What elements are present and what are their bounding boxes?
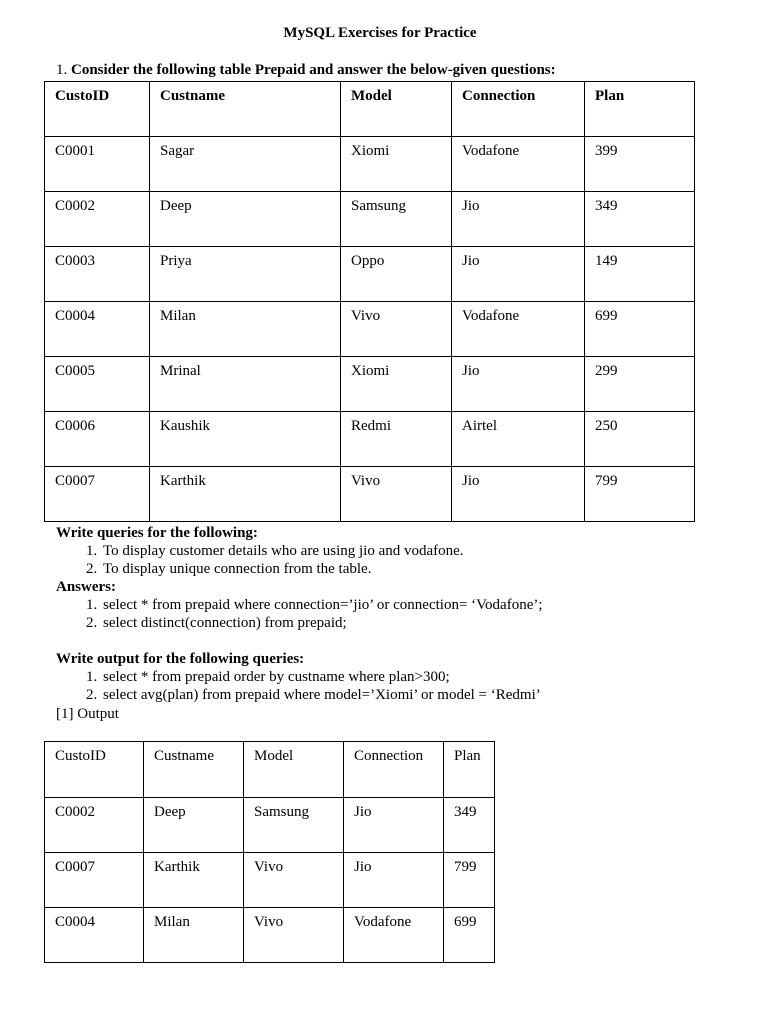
table-cell: C0002 bbox=[45, 192, 150, 247]
column-header: Custname bbox=[150, 82, 341, 137]
table-cell: Vivo bbox=[341, 467, 452, 522]
table-cell: Jio bbox=[344, 798, 444, 853]
table-cell: C0002 bbox=[45, 798, 144, 853]
table-cell: 299 bbox=[585, 357, 695, 412]
table-cell: Milan bbox=[150, 302, 341, 357]
table-cell: Mrinal bbox=[150, 357, 341, 412]
table-cell: Xiomi bbox=[341, 137, 452, 192]
question-number: 1. bbox=[56, 62, 68, 78]
table-cell: 799 bbox=[585, 467, 695, 522]
prepaid-table bbox=[44, 81, 695, 522]
list-item: 1. To display customer details who are using jio and vodafone. bbox=[101, 542, 543, 560]
table-row bbox=[45, 908, 495, 963]
table-cell: Jio bbox=[452, 192, 585, 247]
table-cell: Deep bbox=[150, 192, 341, 247]
table-cell: Milan bbox=[144, 908, 244, 963]
table-row bbox=[45, 853, 495, 908]
table-cell: Karthik bbox=[150, 467, 341, 522]
table-cell: C0004 bbox=[45, 302, 150, 357]
table-cell: Samsung bbox=[244, 798, 344, 853]
table-cell: Vivo bbox=[244, 853, 344, 908]
answers-list bbox=[56, 596, 543, 632]
table-cell: Airtel bbox=[452, 412, 585, 467]
table-cell: Kaushik bbox=[150, 412, 341, 467]
table-cell: Jio bbox=[452, 357, 585, 412]
table-header-row bbox=[45, 742, 495, 798]
page-title: MySQL Exercises for Practice bbox=[283, 25, 477, 41]
table-cell: 349 bbox=[444, 798, 495, 853]
table-cell: Vodafone bbox=[452, 137, 585, 192]
output-heading: Write output for the following queries: bbox=[56, 651, 305, 667]
table-cell: 799 bbox=[444, 853, 495, 908]
table-header-row bbox=[45, 82, 695, 137]
table-cell: Jio bbox=[344, 853, 444, 908]
column-header: Connection bbox=[452, 82, 585, 137]
table-cell: Redmi bbox=[341, 412, 452, 467]
question-text: Consider the following table Prepaid and answer the below-given questions: bbox=[71, 62, 556, 78]
list-item: 1. select * from prepaid where connection=’jio’ or connection= ‘Vodafone’; bbox=[101, 596, 543, 614]
table-cell: C0006 bbox=[45, 412, 150, 467]
queries-heading: Write queries for the following: bbox=[56, 525, 258, 541]
table-cell: 250 bbox=[585, 412, 695, 467]
table-cell: C0003 bbox=[45, 247, 150, 302]
table-cell: Vodafone bbox=[344, 908, 444, 963]
table-cell: 349 bbox=[585, 192, 695, 247]
table-cell: Sagar bbox=[150, 137, 341, 192]
column-header: Custname bbox=[144, 742, 244, 798]
column-header: Connection bbox=[344, 742, 444, 798]
table-row bbox=[45, 798, 495, 853]
answers-heading: Answers: bbox=[56, 579, 116, 595]
table-cell: Priya bbox=[150, 247, 341, 302]
question-1 bbox=[56, 62, 556, 79]
table-cell: Samsung bbox=[341, 192, 452, 247]
table-row bbox=[45, 357, 695, 412]
queries-section bbox=[56, 524, 543, 704]
table-cell: Oppo bbox=[341, 247, 452, 302]
table-cell: 399 bbox=[585, 137, 695, 192]
table-row bbox=[45, 247, 695, 302]
column-header: CustoID bbox=[45, 742, 144, 798]
output-label: [1] Output bbox=[56, 706, 119, 722]
table-row bbox=[45, 192, 695, 247]
table-cell: C0005 bbox=[45, 357, 150, 412]
table-cell: 699 bbox=[585, 302, 695, 357]
table-cell: 149 bbox=[585, 247, 695, 302]
list-item: 2. To display unique connection from the table. bbox=[101, 560, 543, 578]
list-item: 2. select distinct(connection) from prepaid; bbox=[101, 614, 543, 632]
table-row bbox=[45, 467, 695, 522]
table-cell: Vodafone bbox=[452, 302, 585, 357]
table-cell: Vivo bbox=[341, 302, 452, 357]
column-header: Plan bbox=[444, 742, 495, 798]
queries-list bbox=[56, 542, 543, 578]
column-header: CustoID bbox=[45, 82, 150, 137]
output-table bbox=[44, 741, 495, 963]
table-cell: C0001 bbox=[45, 137, 150, 192]
table-row bbox=[45, 412, 695, 467]
table-cell: Jio bbox=[452, 247, 585, 302]
column-header: Plan bbox=[585, 82, 695, 137]
output-queries-list bbox=[56, 668, 543, 704]
table-row bbox=[45, 137, 695, 192]
list-item: 1. select * from prepaid order by custname where plan>300; bbox=[101, 668, 543, 686]
column-header: Model bbox=[244, 742, 344, 798]
table-cell: C0007 bbox=[45, 467, 150, 522]
table-cell: Deep bbox=[144, 798, 244, 853]
table-cell: Xiomi bbox=[341, 357, 452, 412]
table-cell: Jio bbox=[452, 467, 585, 522]
table-cell: Karthik bbox=[144, 853, 244, 908]
table-cell: 699 bbox=[444, 908, 495, 963]
table-cell: C0004 bbox=[45, 908, 144, 963]
table-cell: C0007 bbox=[45, 853, 144, 908]
column-header: Model bbox=[341, 82, 452, 137]
list-item: 2. select avg(plan) from prepaid where model=’Xiomi’ or model = ‘Redmi’ bbox=[101, 686, 543, 704]
table-row bbox=[45, 302, 695, 357]
table-cell: Vivo bbox=[244, 908, 344, 963]
